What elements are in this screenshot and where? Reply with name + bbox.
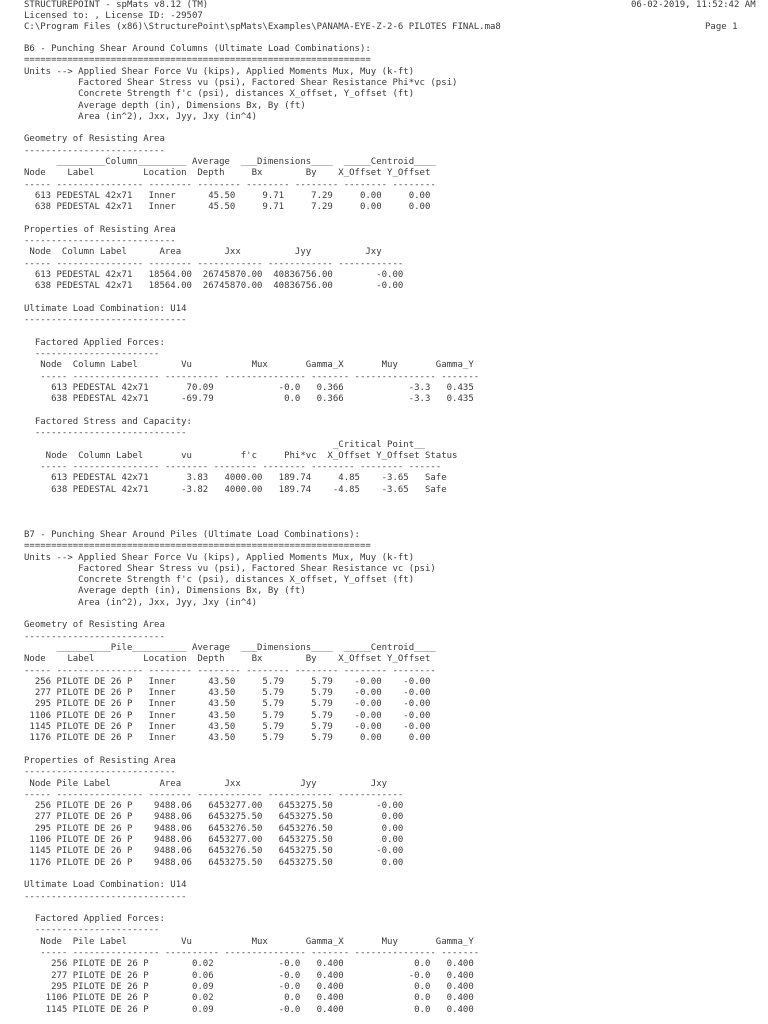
report-line: Geometry of Resisting Area [24, 620, 165, 631]
report-line: ----- ---------------- -------- ------------ ------------ ------------ [24, 258, 404, 269]
report-line: ----- ---------------- -------- ------------ ------------ ------------ [24, 789, 404, 800]
report-line: B6 - Punching Shear Around Columns (Ultimate Load Combinations): [24, 44, 371, 54]
report-line: ================================================================ [24, 55, 371, 66]
report-line: ------------------------------ [24, 891, 187, 902]
report-line: 256 PILOTE DE 26 P 9488.06 6453277.00 6453275.50 -0.00 [24, 801, 404, 812]
report-line: ================================================================ [24, 541, 371, 552]
report-line: -------------------------- [24, 145, 165, 156]
report-line: _Critical Point__ [24, 439, 425, 450]
report-line: 638 PEDESTAL 42x71 -69.79 0.0 0.366 -3.3 0.435 [24, 394, 474, 405]
report-line: ----------------------- [24, 925, 160, 936]
report-line: Node Label Location Depth Bx By X_Offset Y_Offset [24, 168, 431, 179]
report-line: 638 PEDESTAL 42x71 18564.00 26745870.00 40836756.00 -0.00 [24, 281, 404, 292]
report-line: Average depth (in), Dimensions Bx, By (ft) [24, 586, 306, 597]
report-line: ---------------------------- [24, 236, 176, 247]
report-line: ---------------------------- [24, 428, 187, 439]
report-line: Node Column Label Area Jxx Jyy Jxy [24, 247, 382, 258]
file-path: C:\Program Files (x86)\StructurePoint\spMats\Examples\PANAMA-EYE-Z-2-6 PILOTES FINAL.ma8 [24, 22, 501, 32]
report-line: ----- ---------------- -------- -------- -------- -------- -------- -------- [24, 665, 436, 676]
report-line: 1145 PILOTE DE 26 P Inner 43.50 5.79 5.79 -0.00 -0.00 [24, 722, 431, 732]
report-line: 613 PEDESTAL 42x71 3.83 4000.00 189.74 4.85 -3.65 Safe [24, 473, 447, 484]
report-line: 638 PEDESTAL 42x71 -3.82 4000.00 189.74 -4.85 -3.65 Safe [24, 484, 447, 495]
report-line: Concrete Strength f'c (psi), distances X_offset, Y_offset (ft) [24, 575, 415, 586]
report-line: 613 PEDESTAL 42x71 Inner 45.50 9.71 7.29 0.00 0.00 [24, 190, 431, 201]
report-line: 277 PILOTE DE 26 P 0.06 -0.0 0.400 -0.0 0.400 [24, 970, 474, 981]
report-line: Node Pile Label Area Jxx Jyy Jxy [24, 778, 388, 789]
report-line: _________Column_________ Average ___Dimensions____ _____Centroid____ [24, 157, 436, 167]
report-line: Factored Shear Stress vu (psi), Factored Shear Resistance vc (psi) [24, 563, 436, 574]
report-line: ----- ---------------- ---------- --------------- ------- --------------- ------- [24, 948, 480, 958]
report-line: ------------------------------ [24, 315, 187, 326]
report-line: 295 PILOTE DE 26 P Inner 43.50 5.79 5.79 -0.00 -0.00 [24, 699, 431, 710]
license-line: Licensed to: , License ID: -29507 [24, 11, 203, 21]
program-title: STRUCTUREPOINT - spMats v8.12 (TM) [24, 0, 209, 10]
report-line: 613 PEDESTAL 42x71 70.09 -0.0 0.366 -3.3 0.435 [24, 383, 474, 393]
report-line: Factored Applied Forces: [24, 337, 165, 348]
report-line: ----- ---------------- -------- -------- -------- -------- -------- -------- [24, 179, 436, 190]
report-line: Node Column Label vu f'c Phi*vc X_Offset Y_Offset Status [24, 450, 458, 461]
report-line: 1176 PILOTE DE 26 P 9488.06 6453275.50 6453275.50 0.00 [24, 857, 404, 868]
report-line: 1176 PILOTE DE 26 P Inner 43.50 5.79 5.79 0.00 0.00 [24, 733, 431, 744]
report-line: ---------------------------- [24, 767, 176, 778]
report-line: Node Column Label Vu Mux Gamma_X Muy Gamma_Y [24, 360, 474, 371]
report-line: Properties of Resisting Area [24, 224, 176, 235]
report-line: -------------------------- [24, 631, 165, 642]
report-line: 256 PILOTE DE 26 P Inner 43.50 5.79 5.79 -0.00 -0.00 [24, 676, 431, 687]
report-line: Node Label Location Depth Bx By X_Offset Y_Offset [24, 654, 431, 665]
report-line: ----- ---------------- -------- -------- -------- -------- -------- ------ [24, 462, 442, 473]
report-line: 256 PILOTE DE 26 P 0.02 -0.0 0.400 0.0 0.400 [24, 959, 474, 970]
report-line: Factored Stress and Capacity: [24, 416, 192, 427]
page-number: Page 1 [705, 22, 738, 32]
report-line: Factored Applied Forces: [24, 914, 165, 925]
report-line: Properties of Resisting Area [24, 755, 176, 766]
report-line: 1106 PILOTE DE 26 P 9488.06 6453277.00 6453275.50 0.00 [24, 835, 404, 845]
report-line: 613 PEDESTAL 42x71 18564.00 26745870.00 40836756.00 -0.00 [24, 270, 404, 280]
report-line: Average depth (in), Dimensions Bx, By (ft) [24, 100, 306, 111]
report-line: Area (in^2), Jxx, Jyy, Jxy (in^4) [24, 597, 257, 608]
report-line: Concrete Strength f'c (psi), distances X_offset, Y_offset (ft) [24, 89, 415, 100]
report-line: Area (in^2), Jxx, Jyy, Jxy (in^4) [24, 111, 257, 122]
report-line: Units --> Applied Shear Force Vu (kips), Applied Moments Mux, Muy (k-ft) [24, 552, 415, 563]
report-line: Ultimate Load Combination: U14 [24, 880, 187, 891]
report-line: Ultimate Load Combination: U14 [24, 303, 187, 314]
report-line: 1145 PILOTE DE 26 P 0.09 -0.0 0.400 0.0 0.400 [24, 1004, 474, 1015]
report-line: Factored Shear Stress vu (psi), Factored Shear Resistance Phi*vc (psi) [24, 77, 458, 88]
report-datetime: 06-02-2019, 11:52:42 AM [631, 0, 756, 10]
report-line: __________Pile__________ Average ___Dimensions____ _____Centroid____ [24, 642, 436, 653]
report-line: ----------------------- [24, 349, 160, 360]
report-line: 277 PILOTE DE 26 P Inner 43.50 5.79 5.79 -0.00 -0.00 [24, 688, 431, 699]
report-line: B7 - Punching Shear Around Piles (Ultimate Load Combinations): [24, 529, 360, 540]
report-line: Units --> Applied Shear Force Vu (kips), Applied Moments Mux, Muy (k-ft) [24, 66, 415, 77]
report-line: 1106 PILOTE DE 26 P 0.02 0.0 0.400 0.0 0.400 [24, 993, 474, 1004]
report-line: Node Pile Label Vu Mux Gamma_X Muy Gamma_Y [24, 936, 474, 947]
report-line: 295 PILOTE DE 26 P 0.09 -0.0 0.400 0.0 0.400 [24, 981, 474, 992]
report-line: 638 PEDESTAL 42x71 Inner 45.50 9.71 7.29 0.00 0.00 [24, 202, 431, 213]
report-line: Geometry of Resisting Area [24, 134, 165, 145]
report-line: 277 PILOTE DE 26 P 9488.06 6453275.50 6453275.50 0.00 [24, 812, 404, 823]
report-line: 1106 PILOTE DE 26 P Inner 43.50 5.79 5.79 -0.00 -0.00 [24, 710, 431, 721]
report-line: 295 PILOTE DE 26 P 9488.06 6453276.50 6453276.50 0.00 [24, 823, 404, 834]
report-line: 1145 PILOTE DE 26 P 9488.06 6453276.50 6453275.50 -0.00 [24, 846, 404, 857]
report-line: ----- ---------------- ---------- --------------- ------- --------------- ------- [24, 371, 480, 382]
